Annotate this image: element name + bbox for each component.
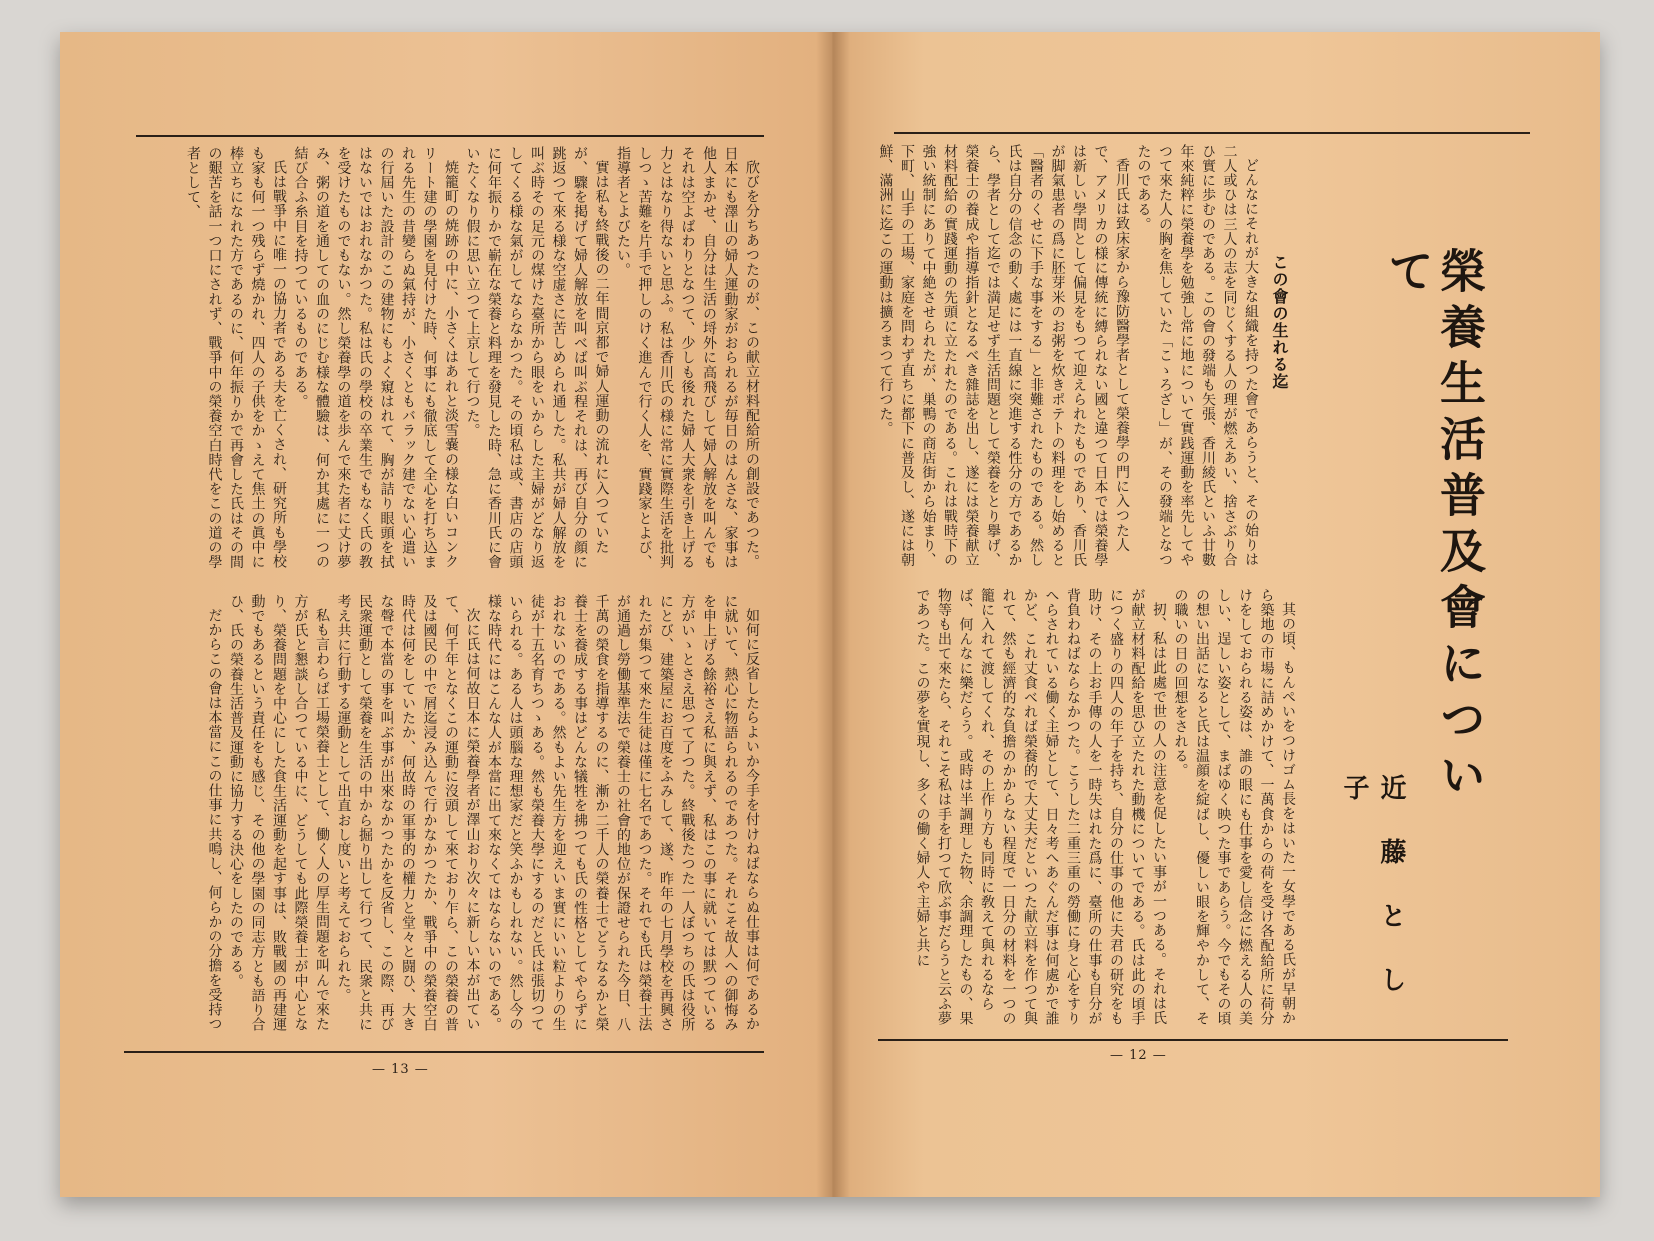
- right-page-lower-text: [878, 588, 1298, 1028]
- bottom-rule-right: [878, 1039, 1508, 1041]
- page-number-12: — 12 —: [1110, 1048, 1167, 1063]
- paragraph: 次に氏は何故日本に榮養學者が澤山おり次々に新しい本が出ていて、何千年となくこの運動に沒頭して來ており乍ら、この榮養の普及は國民の中で屑迄浸み込んで行かなかつたか、戰爭中の榮養空白時代は何をしていたか、何故時の軍事的の權力と堂々と闘ひ、大きな聲で本當の事を叫ぶ事が出來なかつたかを反省し、この際、再び民衆運動として榮養を生活の中から掘り出して行つて、民衆と共に考え共に行動する運動として出直おし度いと考えておられた。: [335, 594, 481, 1032]
- paragraph: 其の頃、もんぺいをつけゴム長をはいた一女學である氏が早朝から築地の市場に詰めかけて、一萬食からの荷を受け各配給所に荷分けをしておられる姿は、誰の眼にも仕事を愛し信念に燃える人の美しい、逞しい姿として、まばゆく映つた事であらう。今でもその頃の想い出話になると氏は温顔を綻ばし、優しい眼を輝やかして、その職いの日の回想をされる。: [1172, 588, 1296, 1026]
- paragraph: 香川氏は致床家から豫防醫學者として榮養學の門に入つた人で、アメリカの様に傳統に縛られない國と違つて日本では榮養學は新しい學問として偏見をもつて迎えられたものであり、香川氏が脚氣患者の爲に胚芽米のお粥を炊きポテトの料理をし始めると「醫者のくせに下手な事をする」と非難されたものである。然し氏は自分の信念の動く處には一直線に突進する性分の方であるから、學者として迄では満足せず生活問題として榮養をとり擧げ、榮養士の養成や指導指針となるべき雜誌を出し、遂には榮養献立材料配給の實踐運動の先頭に立たれたのである。これは戰時下の強い統制にありて中絶させられたが、巣鴨の商店街から始まり、下町、山手の工場、家庭を問わず直ちに都下に普及し、遂には朝鮮、滿洲に迄この運動は擴ろまつて行つた。: [877, 144, 1130, 568]
- right-page-upper-text: [877, 144, 1261, 578]
- article-author: 近藤とし子: [1339, 774, 1406, 1030]
- left-page-lower-text: [126, 594, 762, 1040]
- paragraph: だからこの會は本當にこの仕事に共鳴し、何らかの分擔を受持つ: [206, 608, 223, 1032]
- page-number-13: — 13 —: [372, 1062, 429, 1077]
- book-spread: [60, 32, 1600, 1197]
- section-subhead: この會の生れる迄: [1270, 254, 1289, 390]
- paragraph: 私も言わらば工場榮養士として、働く人の厚生問題を叫んで來た方が氏と懇談し合つている中に、どうしても此際榮養士が中心となり、榮養問題を中心にした食生活運動を起す事は、敗戰國の再建運動でもあるという責任をも感じ、その他の學園の同志方とも語り合ひ、氏の榮養生活普及運動に協力する決心をしたのである。: [228, 594, 330, 1032]
- paragraph: 欣びを分ちあつたのが、この献立材料配給所の創設であつた。日本にも澤山の婦人運動家がおられるが毎日のはんさな、家事は他人まかせ、自分は生活の埒外に高飛びして婦人解放を叫んでもそれは空よばわりとなつて、少しも後れた婦人大衆を引き上げる力とはなり得ないと思ふ。私は香川氏の様に常に實際生活を批判しつゝ苦難を片手で押しのけく進んで行く人を、實踐家とよび、指導者とよびたい。: [615, 146, 760, 570]
- paragraph: 氏は戰爭中に唯一の協力者である夫を亡くされ、研究所も學校も家も何一つ残らず燒かれ、四人の子供をかゝえて焦土の眞中に棒立ちになれた方であるのに、何年振りかで再會した氏はその間の艱苦を話一つ口にされず、戰爭中の榮養空白時代をこの道の學者として、: [185, 146, 287, 570]
- paragraph: 實は私も終戰後の二年間京都で婦人運動の流れに入つていたが、驟を掲げて婦人解放を叫べば叫ぶ程それは、再び自分の顔に跳返つて來る様な空虚さに苦しめられ通した。私共が婦人解放を叫ぶ時その足元の煤けた臺所から眼をいからした主婦がどなり返してくる様な氣がしてならなかつた。その頃私は或、書店の店頭に何年振りかで嶄在な榮養と料理を發見した時、急に香川氏に會いたくなり假に思い立つて上京して行つた。: [464, 146, 610, 570]
- paragraph: どんなにそれが大きな組織を持つた會であらうと、その始りは二人或ひは三人の志を同じくする人の理が燃えあい、捨さぶり合ひ實に歩むのである。この會の發端も矢張、香川綾氏といふ廿數年來純粹に榮養學を勉強し常に地について實践運動を率先してやつて來た人の胸を焦していた「こゝろざし」が、その發端となつたのである。: [1135, 144, 1259, 568]
- top-rule-left: [136, 135, 764, 137]
- paragraph: 扨、私は此處で世の人の注意を促したい事が一つある。それは氏が献立材料配給を思ひ立たれた動機についてである。氏は此の頃手につく盛りの四人の年子を持ち、自分の仕事の他に夫君の研究をも助け、その上お手傳の人を一時失はれた爲に、臺所の仕事も自分が背負わねばならなかつた。こうした二重三重の勞働に身と心をすりへらされている働く主婦として、日々考へあぐんだ事は何處かで誰かど、これ丈食べれば榮養的で大丈夫だといつた献立料を作つて與れて、然も經濟的な負擔のかからない程度で一日分の材料を一つの籠に入れて渡してくれ、その上作り方も同時に敎えて與れるならば、何んなに樂だらう。或時は半調理した物、余調理したもの、果物等も出て來たら、それこそ私は手を打つて欣ぶ事だらうと云ふ夢であつた。この夢を實現し、多くの働く婦人や主婦と共に: [914, 588, 1167, 1026]
- article-title: 榮養生活普及會について: [1381, 247, 1487, 807]
- paragraph: 焼籠町の焼跡の中に、小さくはあれと淡雪嚢の様な白いコンクリート建の學園を見付けた時、何事にも徹底して全心を打ち込まれる先生の昔變らぬ氣持が、小さくともバラック建でない心遣いの行屆いた設計のこの建物にもよく窺はれて、胸が詰り眼頭を拭はないではおれなかつた。私は氏の學校の卒業生でもなく氏の教を受けたものでもない。然し榮養學の道を歩んで來た者に丈け夢み、粥の道を通しての血のにじむ様な體驗は、何か其處に一つの結び合ふ糸目を持つているものである。: [292, 146, 459, 570]
- bottom-rule-left: [124, 1051, 764, 1053]
- paragraph: 如何に反省したらよいか今手を付けねばならぬ仕事は何であるかに就いて、熱心に物語られるのであつた。それこそ故人への御悔みを申上げる餘裕さえ私に與えず、私はこの事に就いては默つている方がいゝとさえ思つて了つた。終戰後たつた一人ぼつちの氏は役所にとび、建築屋にお百度をふみして、遂、昨年の七月學校を再興されたが集つて來た生徒は僅に七名であつた。それでも氏は榮養士法が通過し勞働基準法で榮養士の社會的地位が保證せられた今日、八千萬の榮食を指導するのに、漸か二千人の榮養士でどうなるかと榮養士を養成する事はどんな犠牲を拂つても氏の性格としてやらずにおれないのである。然もよい先生方を迎えいま實にいい粒よりの生徒が十五名育ちつゝある。然も榮養大學にするのだと氏は張切つていられる。ある人は頭腦な理想家だと笑ふかもしれない。然し今の様な時代にはこんな人が本當に出て來なくてはならないのである。: [486, 594, 760, 1032]
- top-rule-right: [894, 132, 1530, 134]
- left-page-upper-text: [132, 146, 762, 582]
- book-gutter: [816, 32, 850, 1197]
